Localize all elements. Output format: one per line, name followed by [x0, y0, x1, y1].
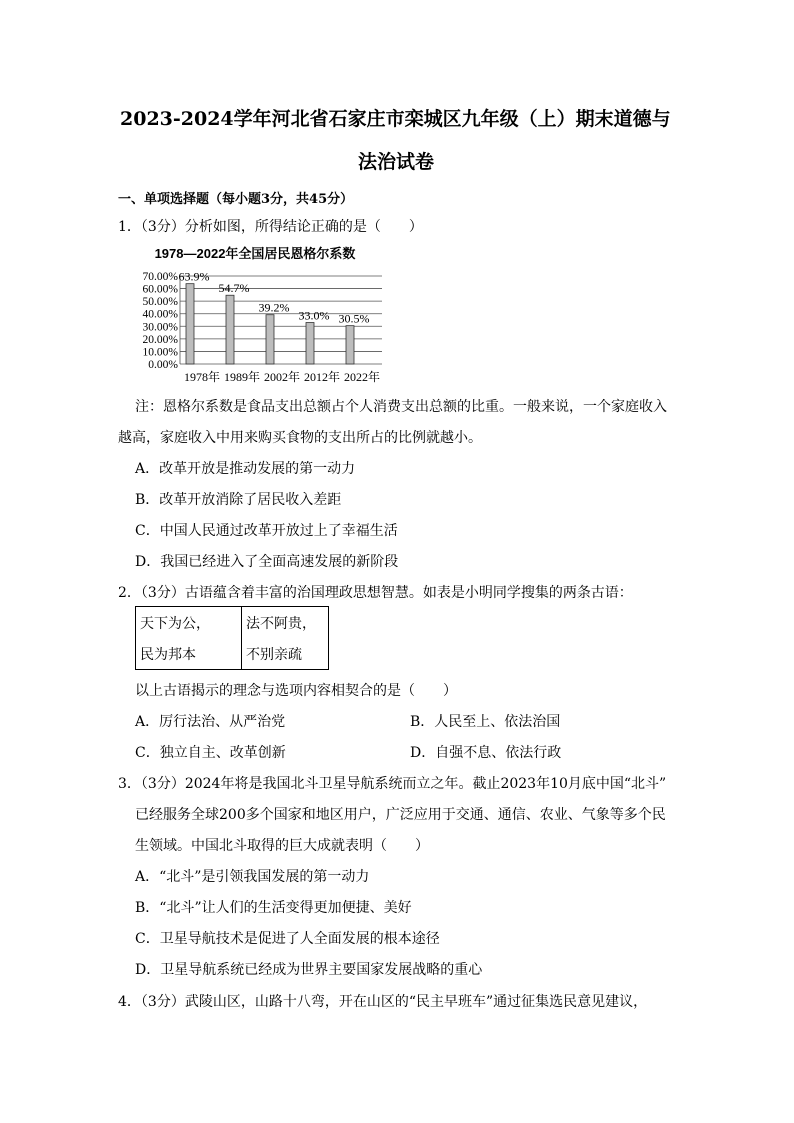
q1-option-d[interactable]: D．我国已经进入了全面高速发展的新阶段 — [135, 554, 399, 570]
engel-coefficient-chart — [130, 242, 385, 385]
bar — [226, 295, 234, 364]
q3-option-c[interactable]: C．卫星导航技术是促进了人全面发展的根本途径 — [135, 931, 440, 947]
question-3-line1: 3．（3分）2024年将是我国北斗卫星导航系统而立之年。截止2023年10月底中国“北斗” — [118, 776, 667, 792]
bar-value-label: 54.7% — [218, 281, 250, 296]
q1-option-a[interactable]: A．改革开放是推动发展的第一动力 — [135, 461, 356, 477]
bar — [346, 326, 354, 364]
x-tick-label: 2022年 — [343, 370, 381, 384]
q1-option-b[interactable]: B．改革开放消除了居民收入差距 — [135, 492, 342, 508]
question-1-stem: 1．（3分）分析如图，所得结论正确的是（ ） — [118, 219, 423, 235]
y-tick-label: 40.00% — [142, 308, 178, 321]
question-3-line2: 已经服务全球200多个国家和地区用户，广泛应用于交通、通信、农业、气象等多个民 — [135, 807, 666, 823]
table-cell: 民为邦本 — [136, 638, 242, 670]
q2-option-c[interactable]: C．独立自主、改革创新 — [135, 745, 286, 761]
chart-note-line2: 越高，家庭收入中用来购买食物的支出所占的比例就越小。 — [118, 430, 482, 446]
question-2-stem: 2．（3分）古语蕴含着丰富的治国理政思想智慧。如表是小明同学搜集的两条古语： — [118, 585, 633, 601]
document-title-line2: 法治试卷 — [358, 151, 435, 173]
bar — [186, 284, 194, 364]
bar — [306, 323, 314, 364]
y-tick-label: 20.00% — [142, 333, 178, 346]
y-tick-label: 30.00% — [142, 321, 178, 334]
section-heading: 一、单项选择题（每小题3分，共45分） — [118, 192, 354, 207]
bar-value-label: 39.2% — [258, 300, 290, 315]
y-tick-label: 60.00% — [142, 283, 178, 296]
bar — [266, 315, 274, 364]
bar-value-label: 30.5% — [338, 311, 370, 326]
question-4-line1: 4．（3分）武陵山区，山路十八弯，开在山区的“民主早班车”通过征集选民意见建议， — [118, 994, 648, 1010]
y-tick-label: 0.00% — [148, 359, 178, 371]
question-2-prompt: 以上古语揭示的理念与选项内容相契合的是（ ） — [135, 683, 457, 699]
q2-option-d[interactable]: D．自强不息、依法行政 — [410, 745, 562, 761]
chart-note-line1: 注：恩格尔系数是食品支出总额占个人消费支出总额的比重。一般来说，一个家庭收入 — [135, 399, 667, 415]
x-tick-label: 1978年 — [183, 370, 221, 384]
chart-title: 1978—2022年全国居民恩格尔系数 — [154, 246, 356, 261]
q3-option-d[interactable]: D．卫星导航系统已经成为世界主要国家发展战略的重心 — [135, 962, 483, 978]
q2-option-a[interactable]: A．厉行法治、从严治党 — [135, 714, 286, 730]
x-tick-label: 2012年 — [303, 370, 341, 384]
table-cell: 天下为公， — [136, 607, 242, 639]
y-tick-label: 50.00% — [142, 296, 178, 309]
y-tick-label: 70.00% — [142, 271, 178, 283]
q3-option-b[interactable]: B．“北斗”让人们的生活变得更加便捷、美好 — [135, 900, 412, 916]
q3-option-a[interactable]: A．“北斗”是引领我国发展的第一动力 — [135, 869, 370, 885]
x-tick-label: 1989年 — [223, 370, 261, 384]
x-tick-label: 2002年 — [263, 370, 301, 384]
table-cell: 不别亲疏 — [242, 638, 329, 670]
table-cell: 法不阿贵， — [242, 607, 329, 639]
q2-option-b[interactable]: B．人民至上、依法治国 — [410, 714, 561, 730]
bar-value-label: 33.0% — [298, 308, 330, 323]
question-3-line3: 生领域。中国北斗取得的巨大成就表明（ ） — [135, 838, 429, 854]
y-tick-label: 10.00% — [142, 346, 178, 359]
q1-option-c[interactable]: C．中国人民通过改革开放过上了幸福生活 — [135, 523, 398, 539]
bar-value-label: 63.9% — [178, 269, 210, 284]
document-title-line1: 2023-2024学年河北省石家庄市栾城区九年级（上）期末道德与 — [120, 108, 671, 130]
ancient-sayings-table — [135, 606, 329, 670]
